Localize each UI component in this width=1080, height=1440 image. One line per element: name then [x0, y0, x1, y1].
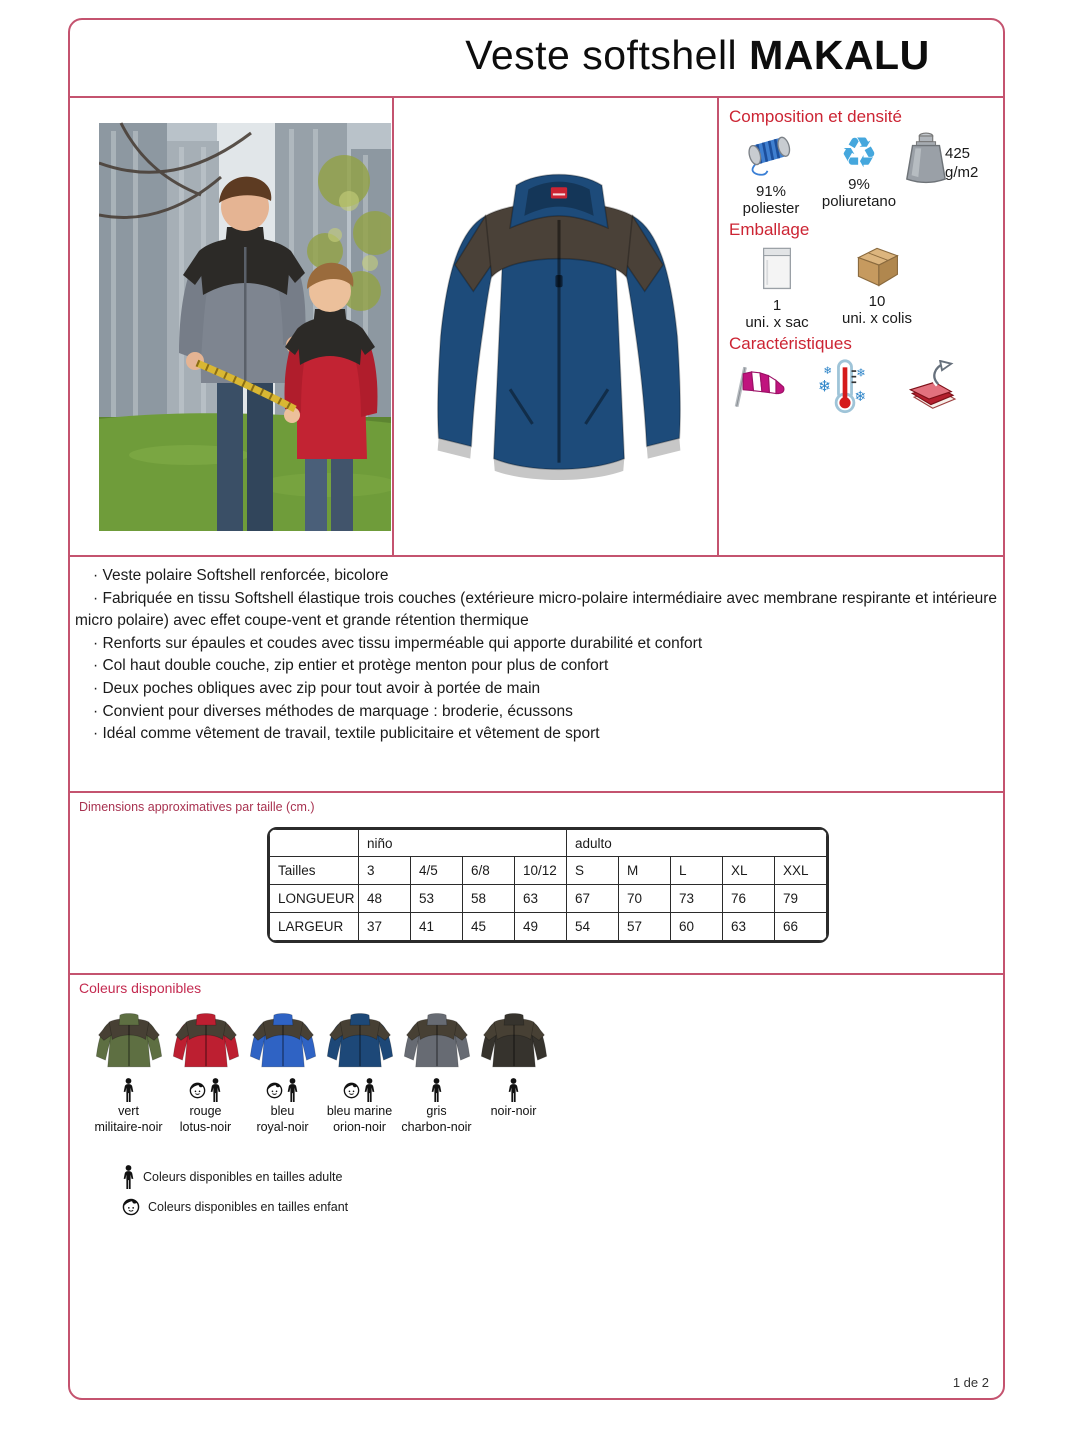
legend-child: [122, 1195, 348, 1219]
product-photo: [394, 98, 719, 555]
features-heading: Caractéristiques: [729, 334, 852, 353]
description-section: [70, 557, 1003, 793]
length-cell: 58: [463, 885, 515, 913]
description-bullet: · Veste polaire Softshell renforcée, bicolore: [93, 567, 389, 584]
dimensions-heading: Dimensions approximatives par taille (cm.): [79, 800, 315, 814]
size-cell: L: [671, 857, 723, 885]
description-bullet: · Fabriquée en tissu Softshell élastique trois couches (extérieure micro-polaire intermédiaire avec membrane respirante et intérieure micro polaire) avec effet coupe-vent et grande rétention thermique: [75, 589, 997, 630]
color-variant-bleu-royal: [244, 997, 321, 1135]
table-row-width: [270, 913, 827, 941]
size-cell: XXL: [775, 857, 827, 885]
bag-label: uni. x sac: [745, 314, 809, 331]
legend-child-label: Coleurs disponibles en tailles enfant: [148, 1200, 349, 1214]
table-row-length: [270, 885, 827, 913]
description-bullet: · Idéal comme vêtement de travail, textile publicitaire et vêtement de sport: [93, 725, 600, 743]
width-cell: 57: [619, 913, 671, 941]
adult-icon: [363, 1078, 376, 1102]
child-icon: [266, 1082, 283, 1099]
polyurethane-percent: 9%: [848, 176, 870, 193]
weight-icon: [903, 131, 949, 185]
composition-item-density: [903, 131, 995, 185]
child-icon: [189, 1082, 206, 1099]
adult-icon: [430, 1078, 443, 1102]
adult-icon: [507, 1078, 520, 1102]
title-regular: Veste softshell: [465, 32, 738, 78]
width-cell: 63: [723, 913, 775, 941]
width-cell: 41: [411, 913, 463, 941]
color-label: noir-noir: [490, 1104, 537, 1118]
length-cell: 48: [359, 885, 411, 913]
composition-heading: Composition et densité: [729, 107, 902, 126]
density-unit: g/m2: [945, 164, 979, 181]
page-header: [70, 20, 1003, 98]
size-cell: S: [567, 857, 619, 885]
width-row-label: LARGEUR: [270, 913, 359, 941]
child-icon: [122, 1198, 140, 1216]
description-bullet: · Col haut double couche, zip entier et protège menton pour plus de confort: [93, 657, 609, 675]
lifestyle-photo-illustration: [99, 122, 391, 532]
size-legend: [122, 1165, 348, 1225]
color-label: gris charbon-noir: [401, 1104, 472, 1134]
color-label: bleu marine orion-noir: [326, 1104, 393, 1134]
length-cell: 76: [723, 885, 775, 913]
sizes-row-label: Tailles: [270, 857, 359, 885]
jacket-swatch: [476, 997, 552, 1073]
bag-count: 1: [772, 297, 782, 314]
thermometer-cold-icon: [817, 358, 873, 414]
jacket-swatch: [322, 997, 398, 1073]
color-variant-bleu-marine: [321, 997, 398, 1135]
size-availability-icons: [167, 1077, 244, 1103]
packaging-items: [727, 244, 995, 331]
color-swatches: [90, 997, 552, 1135]
info-panel: [719, 98, 1003, 555]
child-icon: [343, 1082, 360, 1099]
composition-items: [727, 128, 995, 217]
size-group-adult: adulto: [567, 830, 827, 857]
width-cell: 54: [567, 913, 619, 941]
length-cell: 73: [671, 885, 723, 913]
svg-text:❄: ❄: [823, 364, 833, 377]
width-cell: 37: [359, 913, 411, 941]
description-bullet: · Convient pour diverses méthodes de marquage : broderie, écussons: [93, 702, 573, 720]
page-frame: [68, 18, 1005, 1400]
color-variant-noir: [475, 997, 552, 1135]
svg-text:❄: ❄: [856, 366, 866, 380]
lifestyle-photo: [70, 98, 394, 555]
plastic-bag-icon: [759, 244, 795, 292]
packaging-heading: Emballage: [729, 220, 810, 239]
legend-adult-label: Coleurs disponibles en tailles adulte: [143, 1170, 343, 1184]
length-cell: 67: [567, 885, 619, 913]
size-cell: 3: [359, 857, 411, 885]
size-availability-icons: [90, 1077, 167, 1103]
size-availability-icons: [244, 1077, 321, 1103]
adult-icon: [209, 1078, 222, 1102]
size-table-corner-cell: [270, 830, 359, 857]
width-cell: 60: [671, 913, 723, 941]
box-label: uni. x colis: [841, 310, 913, 327]
size-availability-icons: [321, 1077, 398, 1103]
title-bold: MAKALU: [749, 32, 930, 78]
size-availability-icons: [398, 1077, 475, 1103]
color-variant-rouge-lotus: [167, 997, 244, 1135]
legend-adult: [122, 1165, 348, 1189]
size-availability-icons: [475, 1077, 552, 1103]
size-cell: 6/8: [463, 857, 515, 885]
dimensions-section: [70, 795, 1003, 975]
windsock-icon: [731, 361, 791, 411]
width-cell: 45: [463, 913, 515, 941]
colors-section: [70, 975, 1003, 1398]
color-label: rouge lotus-noir: [179, 1104, 232, 1134]
length-cell: 63: [515, 885, 567, 913]
svg-text:❄: ❄: [854, 388, 867, 405]
colors-heading: Coleurs disponibles: [79, 980, 202, 996]
width-cell: 66: [775, 913, 827, 941]
description-bullet: · Deux poches obliques avec zip pour tout avoir à portée de main: [93, 679, 541, 697]
size-table: [267, 827, 829, 943]
density-text: [945, 144, 978, 182]
page-title: [400, 32, 995, 79]
main-row: [70, 98, 1003, 557]
length-cell: 70: [619, 885, 671, 913]
size-cell: 4/5: [411, 857, 463, 885]
jacket-swatch: [399, 997, 475, 1073]
packaging-item-box: [827, 244, 927, 331]
density-value: 425: [945, 145, 971, 162]
adult-icon: [122, 1078, 135, 1102]
size-group-child: niño: [359, 830, 567, 857]
table-row-sizes: [270, 857, 827, 885]
color-label: bleu royal-noir: [256, 1104, 309, 1134]
polyester-label: poliester: [742, 200, 800, 217]
page-number: 1 de 2: [952, 1375, 989, 1390]
description-bullet: · Renforts sur épaules et coudes avec tissu imperméable qui apporte durabilité et confort: [93, 634, 703, 652]
polyester-percent: 91%: [755, 183, 787, 200]
adult-icon: [122, 1165, 135, 1189]
color-variant-gris-charbon: [398, 997, 475, 1135]
size-cell: 10/12: [515, 857, 567, 885]
length-row-label: LONGUEUR: [270, 885, 359, 913]
carton-box-icon: [851, 244, 903, 288]
product-jacket-illustration: [406, 116, 712, 536]
jacket-swatch: [91, 997, 167, 1073]
color-label: vert militaire-noir: [94, 1104, 163, 1134]
size-cell: M: [619, 857, 671, 885]
width-cell: 49: [515, 913, 567, 941]
jacket-swatch: [245, 997, 321, 1073]
polyurethane-label: poliuretano: [821, 193, 897, 210]
thread-spool-icon: [743, 131, 799, 177]
composition-item-polyurethane: [815, 128, 903, 210]
svg-text:❄: ❄: [817, 376, 832, 396]
jacket-swatch: [168, 997, 244, 1073]
adult-icon: [286, 1078, 299, 1102]
recycle-icon: ♻: [840, 128, 878, 177]
length-cell: 79: [775, 885, 827, 913]
color-variant-vert-militaire: [90, 997, 167, 1135]
breathable-layers-icon: [899, 360, 959, 412]
length-cell: 53: [411, 885, 463, 913]
size-cell: XL: [723, 857, 775, 885]
packaging-item-bag: [727, 244, 827, 331]
features-icons: [731, 358, 995, 414]
composition-item-polyester: [727, 131, 815, 217]
box-count: 10: [868, 293, 886, 310]
